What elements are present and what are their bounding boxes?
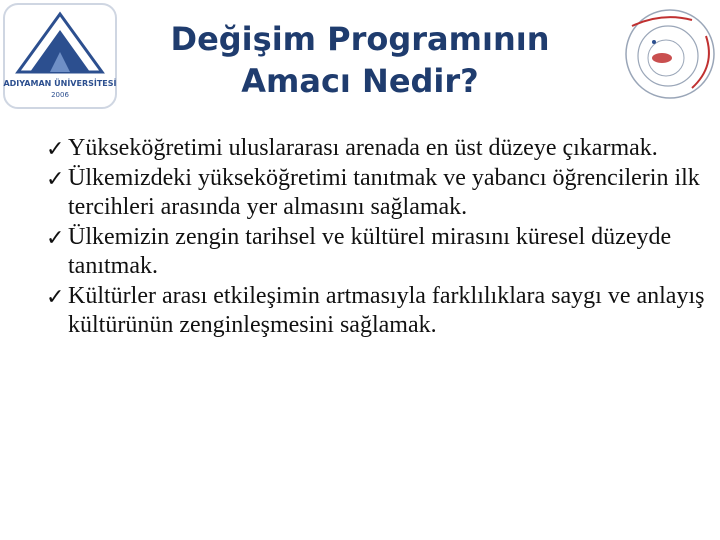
university-name-text: ADIYAMAN ÜNİVERSİTESİ: [3, 79, 117, 88]
bullet-text: Kültürler arası etkileşimin artmasıyla farklılıklara saygı ve anlayış kültürünün zenginleşmesini sağlamak.: [68, 282, 705, 338]
adiyaman-university-logo: [0, 0, 122, 116]
mevlana-logo: [622, 6, 718, 102]
list-item: [48, 223, 708, 282]
check-mark-icon: ✓: [46, 283, 65, 309]
page-title: [125, 18, 595, 102]
list-item: [48, 164, 708, 223]
goals-list: [48, 134, 708, 341]
bullet-text: Ülkemizdeki yükseköğretimi tanıtmak ve yabancı öğrencilerin ilk tercihleri arasında yer almasını sağlamak.: [68, 164, 700, 220]
check-mark-icon: ✓: [46, 136, 65, 161]
list-item: [48, 134, 708, 164]
check-mark-icon: ✓: [46, 165, 65, 191]
bullet-text: Yükseköğretimi uluslararası arenada en üst düzeye çıkarmak.: [68, 135, 658, 161]
mevlana-exchange-programme-logo-icon: [622, 6, 718, 102]
bullet-text: Ülkemizin zengin tarihsel ve kültürel mirasını küresel düzeyde tanıtmak.: [68, 223, 672, 279]
list-item: [48, 282, 708, 341]
university-triangle-logo-icon: [0, 0, 122, 116]
check-mark-icon: ✓: [46, 224, 65, 250]
title-line-1: Değişim Programının: [170, 20, 550, 58]
university-year-text: 2006: [51, 91, 69, 99]
title-line-2: Amacı Nedir?: [241, 62, 479, 100]
